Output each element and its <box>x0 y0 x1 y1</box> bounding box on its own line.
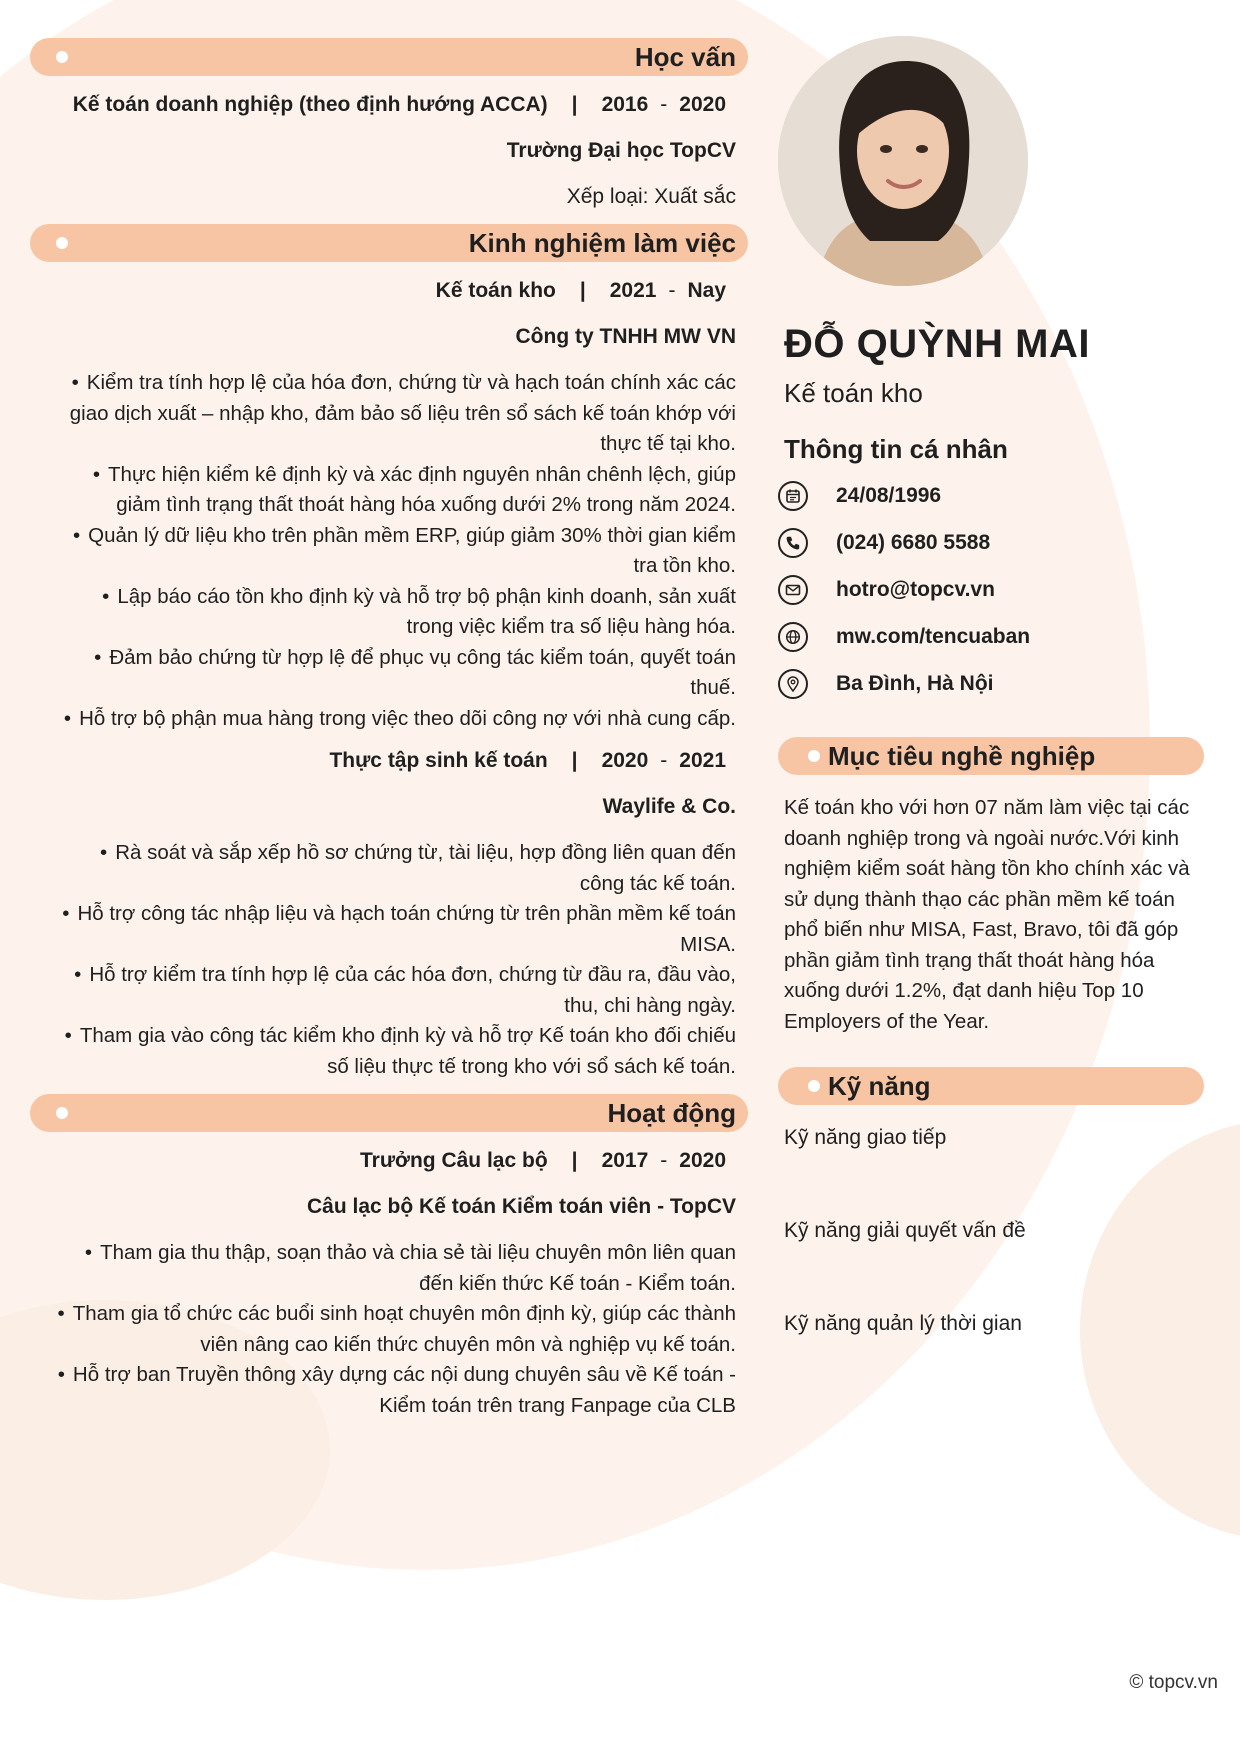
activity-line: Trưởng Câu lạc bộ | 2017 - 2020 <box>360 1149 726 1172</box>
job-position: Thực tập sinh kế toán <box>329 749 548 772</box>
bullet-item: • Thực hiện kiểm kê định kỳ và xác định nguyên nhân chênh lệch, giúp giảm tình trạng thất thoát hàng hóa xuống dưới 2% trong năm 2024. <box>50 460 736 521</box>
bullet-item: • Tham gia thu thập, soạn thảo và chia sẻ tài liệu chuyên môn liên quan đến kiến thức Kế toán - Kiểm toán. <box>50 1238 736 1299</box>
activities-title: Hoạt động <box>607 1098 736 1128</box>
bullet-item: • Tham gia tổ chức các buổi sinh hoạt chuyên môn định kỳ, giúp các thành viên nâng cao kiến thức chuyên môn và nghiệp vụ kế toán. <box>50 1299 736 1360</box>
birthday-value: 24/08/1996 <box>836 483 942 507</box>
bullet-item: • Quản lý dữ liệu kho trên phần mềm ERP, giúp giảm 30% thời gian kiểm tra tồn kho. <box>50 521 736 582</box>
skills-header <box>778 1067 1204 1105</box>
objective-text: Kế toán kho với hơn 07 năm làm việc tại các doanh nghiệp trong và ngoài nước.Với kinh nghiệm kiểm soát hàng tồn kho chính xác và sử dụng thành thạo các phần mềm kế toán phổ biến như MISA, Fast, Bravo, tôi đã góp phần giảm tình trạng thất thoát hàng hóa xuống dưới 1.2%, đạt danh hiệu Top 10 Employers of the Year. <box>784 796 1190 1033</box>
education-end: 2020 <box>679 93 726 116</box>
location-icon <box>778 669 808 699</box>
address-row <box>778 660 1204 707</box>
experience-title: Kinh nghiệm làm việc <box>468 228 736 258</box>
skill-item: Kỹ năng giải quyết vấn đề <box>784 1219 1026 1242</box>
header-dot <box>808 1080 820 1092</box>
job-company: Waylife & Co. <box>602 795 736 818</box>
profile-photo <box>778 36 1028 286</box>
header-dot <box>808 750 820 762</box>
education-major: Kế toán doanh nghiệp (theo định hướng ACCA) <box>72 93 548 116</box>
activities-header <box>30 1094 748 1132</box>
phone-row <box>778 519 1204 566</box>
education-header <box>30 38 748 76</box>
education-school: Trường Đại học TopCV <box>506 139 736 162</box>
activity-role: Trưởng Câu lạc bộ <box>360 1149 548 1172</box>
calendar-icon <box>778 481 808 511</box>
skill-item: Kỹ năng quản lý thời gian <box>784 1312 1022 1335</box>
activity-end: 2020 <box>679 1149 726 1172</box>
job-line: Kế toán kho | 2021 - Nay <box>435 279 726 302</box>
skills-title: Kỹ năng <box>828 1071 931 1101</box>
candidate-role: Kế toán kho <box>784 378 923 408</box>
bullet-item: • Lập báo cáo tồn kho định kỳ và hỗ trợ bộ phận kinh doanh, sản xuất trong việc kiểm tra số liệu hàng hóa. <box>50 582 736 643</box>
globe-icon <box>778 622 808 652</box>
bullet-item: • Rà soát và sắp xếp hồ sơ chứng từ, tài liệu, hợp đồng liên quan đến công tác kế toán. <box>50 838 736 899</box>
phone-value: (024) 6680 5588 <box>836 530 991 554</box>
bullet-item: • Kiểm tra tính hợp lệ của hóa đơn, chứng từ và hạch toán chính xác các giao dịch xuất – nhập kho, đảm bảo số liệu trên sổ sách kế toán khớp với thực tế tại kho. <box>50 368 736 460</box>
experience-header <box>30 224 748 262</box>
activity-start: 2017 <box>601 1149 649 1172</box>
activity-bullets <box>30 1238 748 1421</box>
bullet-item: • Hỗ trợ kiểm tra tính hợp lệ của các hóa đơn, chứng từ đầu ra, đầu vào, thu, chi hàng ngày. <box>50 960 736 1021</box>
right-column <box>778 318 1204 1402</box>
birthday-row <box>778 472 1204 519</box>
education-title: Học vấn <box>634 42 736 72</box>
job-bullets <box>30 368 748 734</box>
job-end: Nay <box>687 279 726 302</box>
objective-header <box>778 737 1204 775</box>
job-end: 2021 <box>679 749 726 772</box>
email-icon <box>778 575 808 605</box>
education-grade: Xếp loại: Xuất sắc <box>566 185 736 208</box>
education-line: Kế toán doanh nghiệp (theo định hướng ACCA) | 2016 - 2020 <box>72 93 726 116</box>
address-value: Ba Đình, Hà Nội <box>836 671 994 695</box>
job-position: Kế toán kho <box>435 279 556 302</box>
objective-title: Mục tiêu nghề nghiệp <box>828 741 1096 771</box>
bullet-item: • Tham gia vào công tác kiểm kho định kỳ và hỗ trợ Kế toán kho đối chiếu số liệu thực tế trong kho với sổ sách kế toán. <box>50 1021 736 1082</box>
footer-watermark: © topcv.vn <box>1129 1672 1218 1693</box>
job-line: Thực tập sinh kế toán | 2020 - 2021 <box>329 749 726 772</box>
bullet-item: • Hỗ trợ bộ phận mua hàng trong việc theo dõi công nợ với nhà cung cấp. <box>50 704 736 735</box>
activity-org: Câu lạc bộ Kế toán Kiểm toán viên - TopCV <box>307 1195 736 1218</box>
skill-item: Kỹ năng giao tiếp <box>784 1126 947 1149</box>
personal-info-title: Thông tin cá nhân <box>784 434 1008 464</box>
bullet-item: • Hỗ trợ ban Truyền thông xây dựng các nội dung chuyên sâu về Kế toán - Kiểm toán trên trang Fanpage của CLB <box>50 1360 736 1421</box>
education-start: 2016 <box>601 93 649 116</box>
job-start: 2020 <box>601 749 649 772</box>
email-row <box>778 566 1204 613</box>
website-value[interactable]: mw.com/tencuaban <box>836 624 1031 648</box>
candidate-name: ĐỖ QUỲNH MAI <box>784 322 1090 366</box>
left-column <box>30 38 748 1433</box>
bullet-item: • Đảm bảo chứng từ hợp lệ để phục vụ công tác kiểm toán, quyết toán thuế. <box>50 643 736 704</box>
job-bullets <box>30 838 748 1082</box>
header-dot <box>56 51 68 63</box>
header-dot <box>56 237 68 249</box>
website-row <box>778 613 1204 660</box>
job-company: Công ty TNHH MW VN <box>515 325 736 348</box>
phone-icon <box>778 528 808 558</box>
header-dot <box>56 1107 68 1119</box>
bullet-item: • Hỗ trợ công tác nhập liệu và hạch toán chứng từ trên phần mềm kế toán MISA. <box>50 899 736 960</box>
job-start: 2021 <box>609 279 657 302</box>
portrait-illustration <box>778 36 1028 286</box>
email-value[interactable]: hotro@topcv.vn <box>836 577 995 601</box>
